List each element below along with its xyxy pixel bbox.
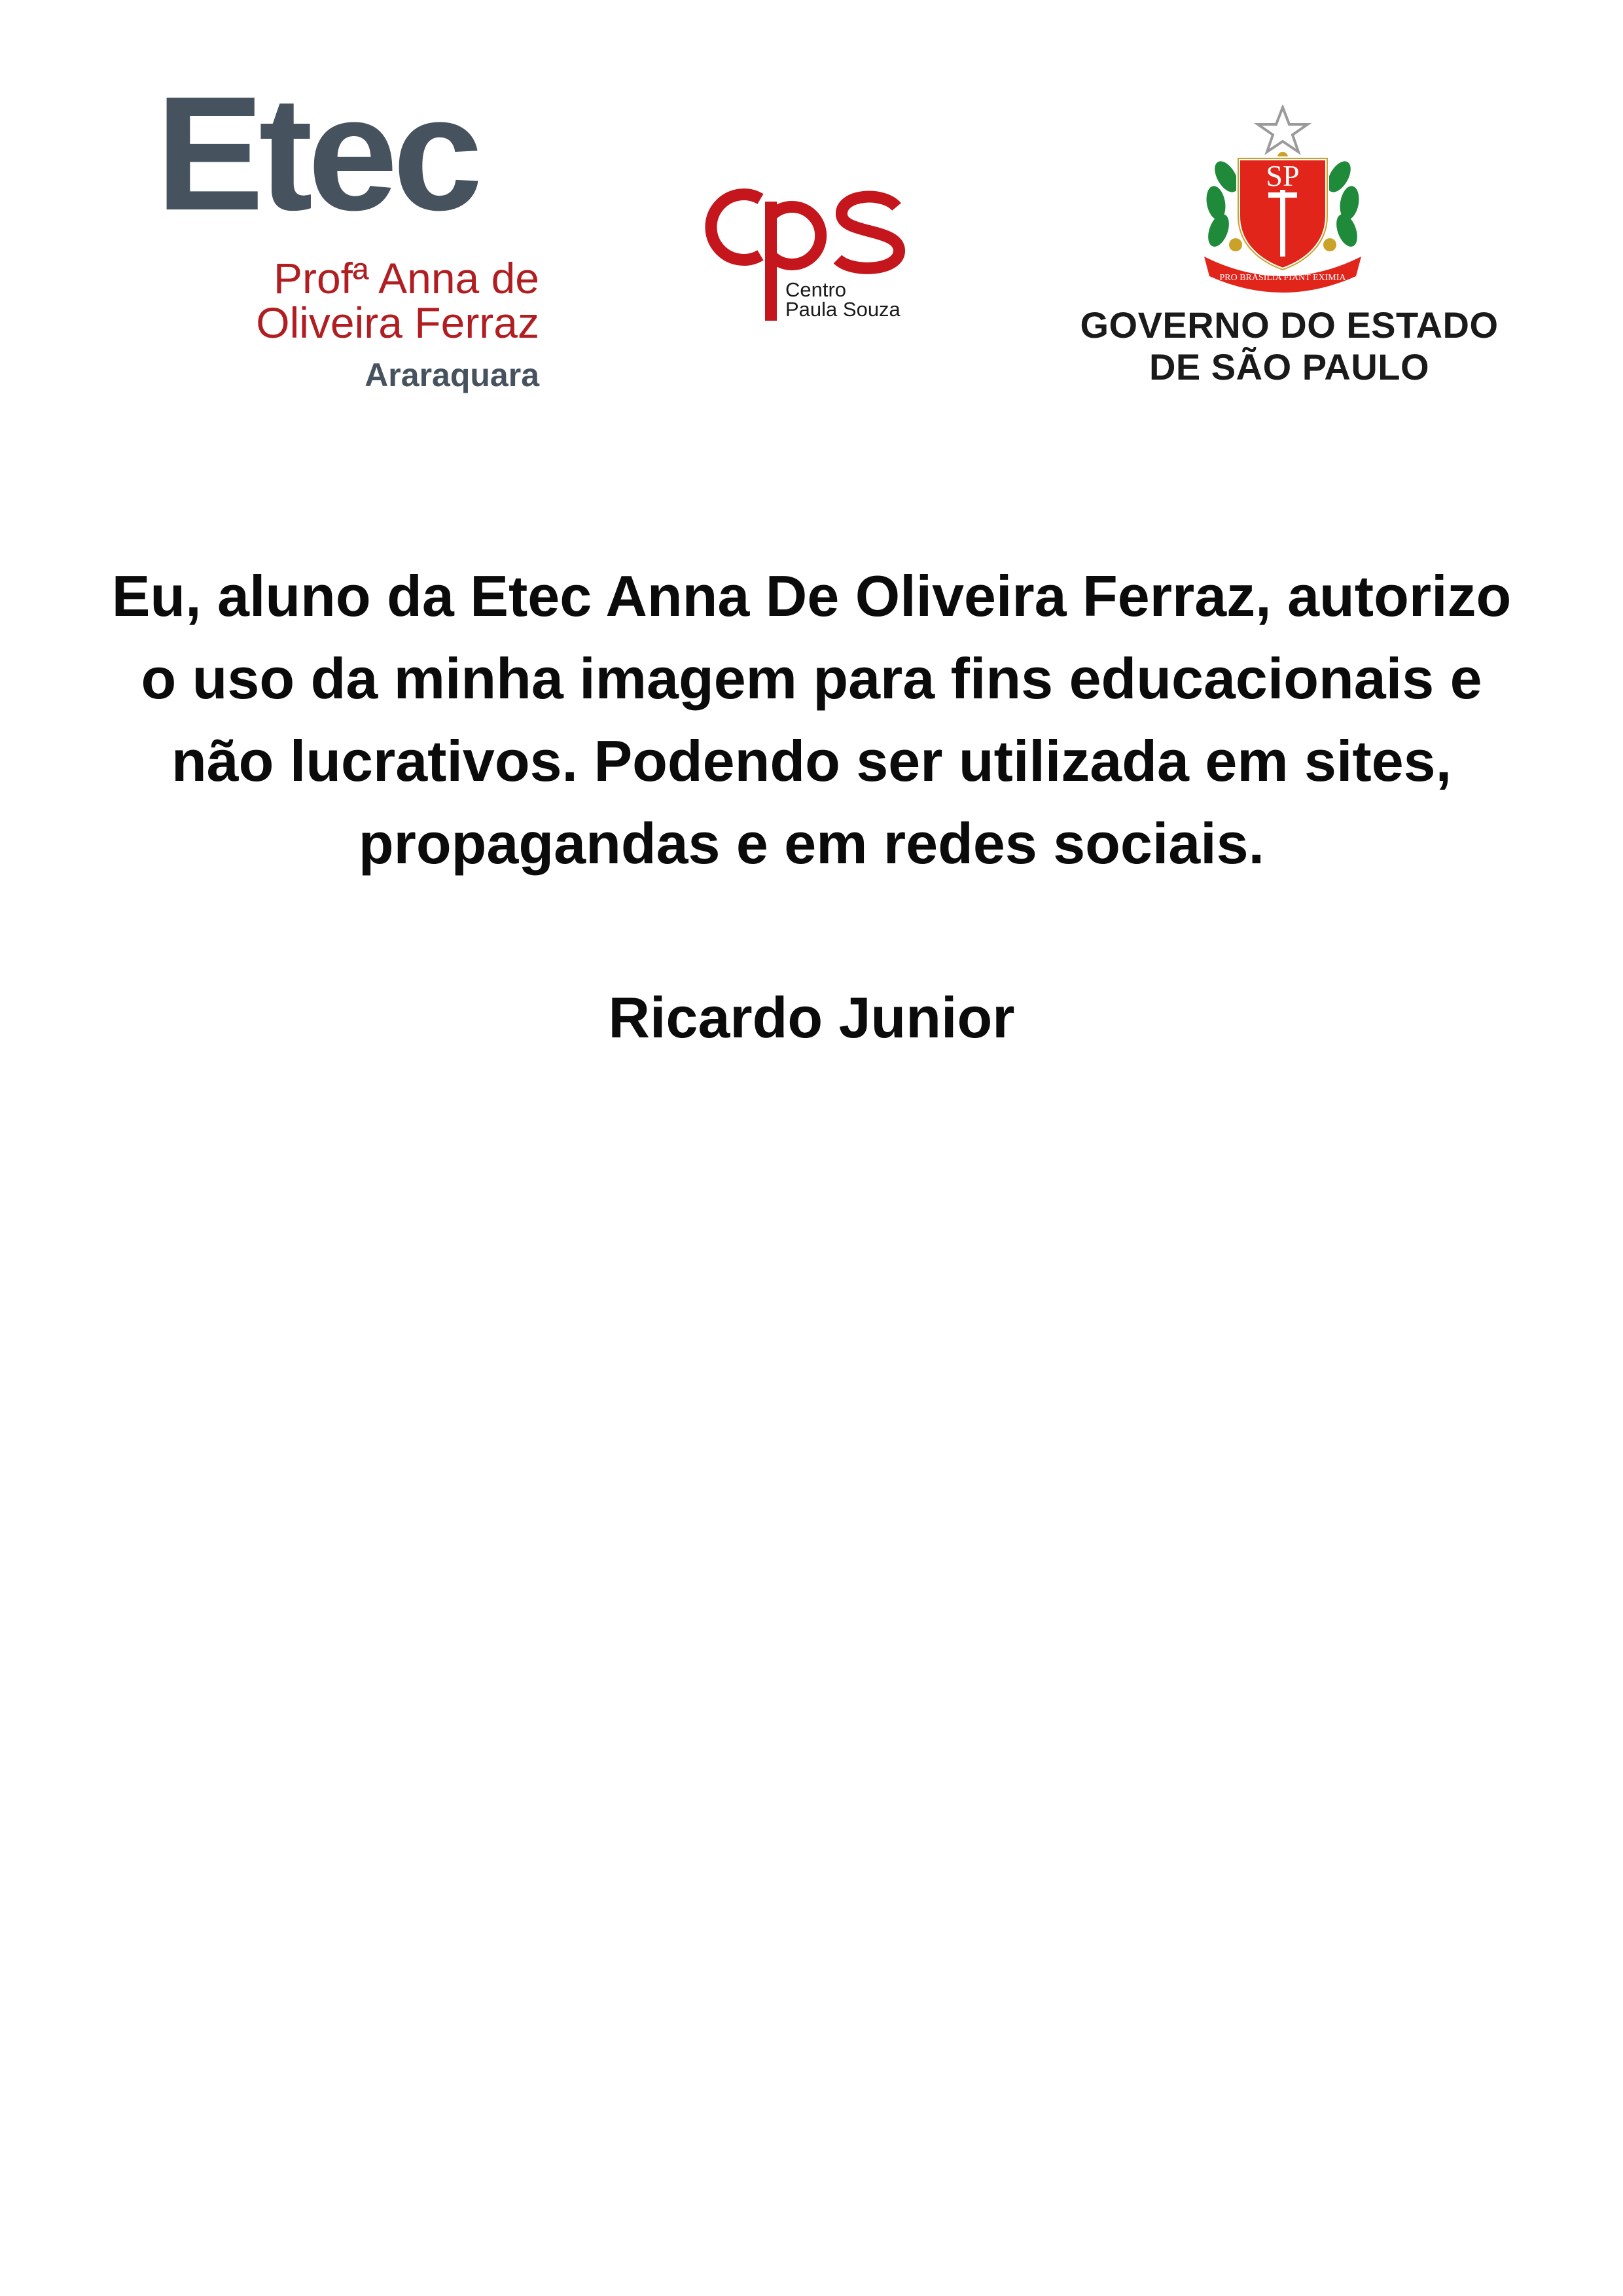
statement-line-3: não lucrativos. Podendo ser utilizada em sites, xyxy=(171,728,1452,793)
header-logos xyxy=(0,0,1623,419)
sp-crest-letters: SP xyxy=(1266,159,1300,192)
sp-government-line-2: DE SÃO PAULO xyxy=(1149,346,1430,387)
etec-city: Araraquara xyxy=(365,357,539,393)
statement-line-1: Eu, aluno da Etec Anna De Oliveira Ferraz, autorizo xyxy=(111,564,1512,628)
sp-motto: PRO BRASILIA FIANT EXIMIA xyxy=(1219,273,1346,283)
student-name: Ricardo Junior xyxy=(608,985,1015,1050)
etec-school-name-line-1: Profª Anna de xyxy=(273,254,539,302)
cps-caption-line-2: Paula Souza xyxy=(785,298,901,321)
sp-government-line-1: GOVERNO DO ESTADO xyxy=(1080,304,1499,346)
statement-line-4: propagandas e em redes sociais. xyxy=(358,811,1265,876)
etec-wordmark: Etec xyxy=(156,62,478,244)
cps-logo xyxy=(700,182,910,326)
authorization-statement xyxy=(26,555,1597,885)
etec-school-name-line-2: Oliveira Ferraz xyxy=(256,298,539,347)
etec-logo xyxy=(156,62,548,399)
sp-government-logo xyxy=(1067,105,1512,393)
statement-line-2: o uso da minha imagem para fins educacionais e xyxy=(141,646,1482,711)
cps-caption-line-1: Centro xyxy=(785,278,847,301)
sp-coat-of-arms-icon xyxy=(1192,105,1373,295)
